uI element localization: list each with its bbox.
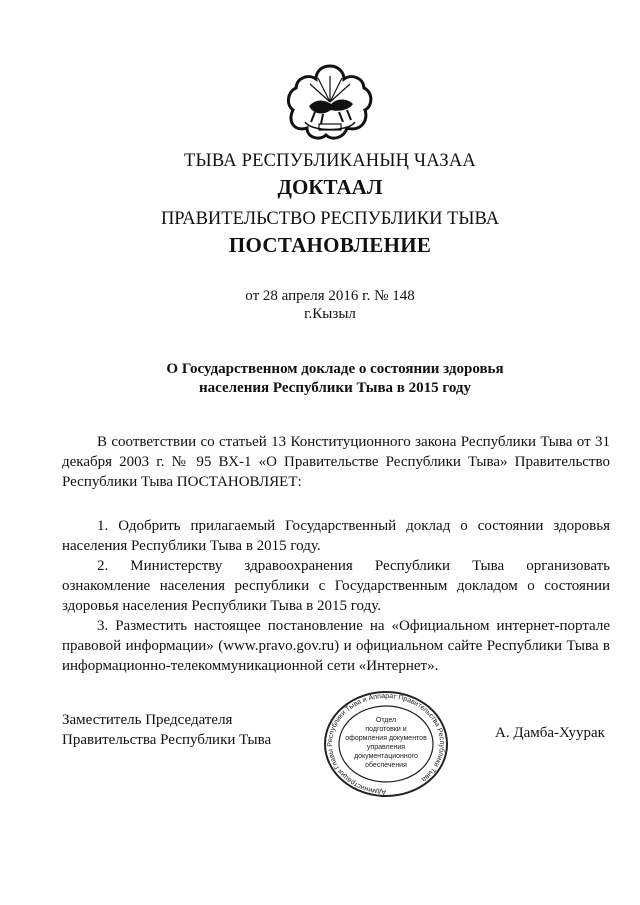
document-type: ПОСТАНОВЛЕНИЕ — [228, 233, 432, 257]
resolution-item-3: 3. Разместить настоящее постановление на «Официальном интернет-портале правовой информации» (www.pravo.gov.ru) и официальном сайте Республики Тыва в информационно-телекоммуникационной сети «Интернет». — [62, 618, 610, 674]
resolution-item-2: 2. Министерству здравоохранения Республики Тыва организовать ознакомление населения республики с Государственным докладом о состоянии здоровья населения Республики Тыва в 2015 году. — [62, 558, 610, 614]
signatory-position-line-2: Правительства Республики Тыва — [62, 731, 272, 748]
resolution-items — [62, 516, 610, 676]
stamp-center-line: подготовки и — [365, 726, 407, 733]
document-title-line-1: О Государственном докладе о состоянии здоровья — [166, 361, 504, 377]
stamp-center-line: оформления документов — [345, 735, 427, 742]
official-stamp — [322, 690, 450, 798]
stamp-center-line: управления — [366, 744, 406, 751]
tuva-government-line: ТЫВА РЕСПУБЛИКАНЫҢ ЧАЗАА — [184, 151, 476, 171]
stamp-center-line: обеспечения — [365, 762, 407, 769]
signatory-name: А. Дамба-Хуурак — [495, 725, 605, 741]
document-date-number: от 28 апреля 2016 г. № 148 — [245, 288, 415, 304]
document-city: г.Кызыл — [304, 306, 356, 322]
document-title-line-2: населения Республики Тыва в 2015 году — [198, 380, 471, 396]
government-line: ПРАВИТЕЛЬСТВО РЕСПУБЛИКИ ТЫВА — [160, 209, 500, 229]
signatory-position — [62, 711, 271, 750]
signatory-position-line-1: Заместитель Председателя — [62, 712, 233, 728]
resolution-item-1: 1. Одобрить прилагаемый Государственный доклад о состоянии здоровья населения Республики Тыва в 2015 году. — [62, 518, 610, 554]
stamp-center-text — [345, 717, 427, 769]
document-title — [120, 360, 550, 398]
stamp-center-line: Отдел — [375, 717, 397, 724]
stamp-ring-text: Администрация Главы Республики Тыва и Аппарат Правительства Республики Тыва — [327, 692, 446, 796]
tuva-coat-of-arms-icon — [287, 62, 373, 142]
stamp-center-line: документационного — [354, 753, 418, 760]
intro-paragraph: В соответствии со статьей 13 Конституционного закона Республики Тыва от 31 декабря 2003 г. № 95 ВХ-1 «О Правительстве Республики Тыва» Правительство Республики Тыва ПОСТАНОВЛЯЕТ: — [62, 434, 610, 490]
tuva-doc-type: ДОКТААЛ — [277, 175, 383, 199]
